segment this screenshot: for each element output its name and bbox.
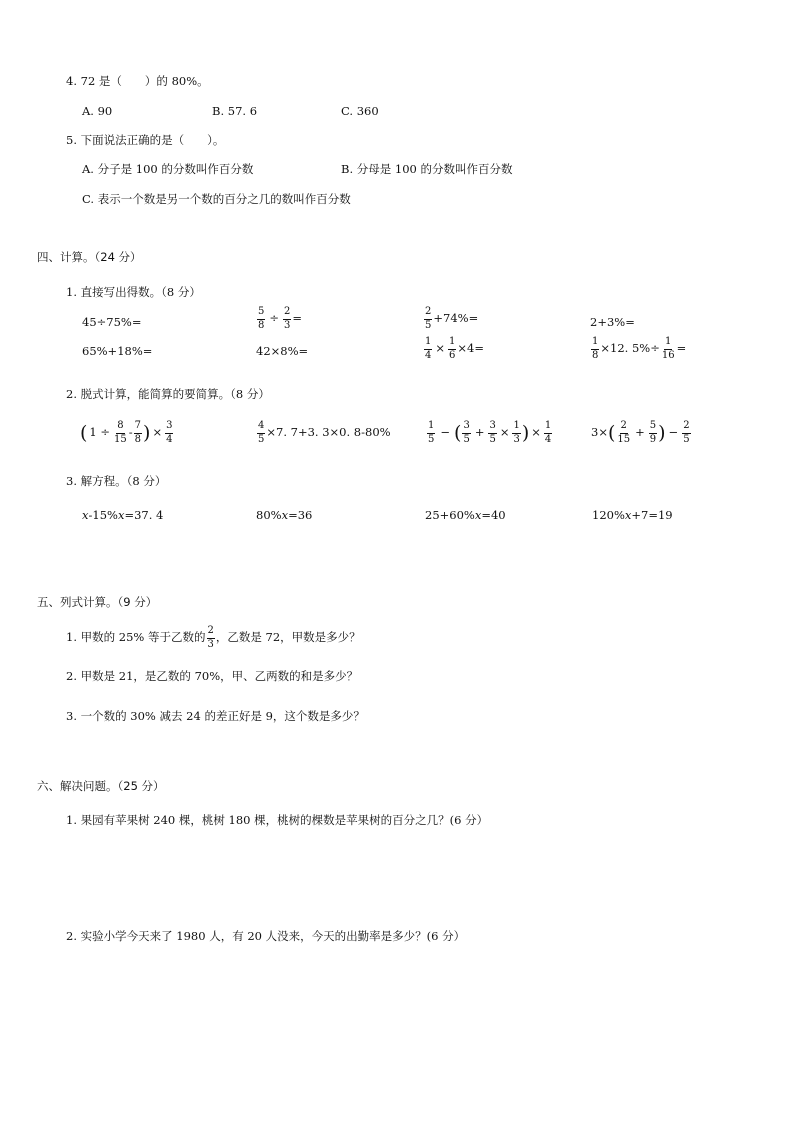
q5-option-b: B. 分母是 100 的分数叫作百分数: [341, 162, 513, 176]
q5-option-c: C. 表示一个数是另一个数的百分之几的数叫作百分数: [82, 192, 351, 206]
fraction: $\frac{2}{3}$: [207, 625, 214, 650]
section-5-title: 五、列式计算。（9 分）: [37, 595, 158, 609]
fraction: $\frac{8}{15}$: [114, 420, 127, 445]
q4-option-b: B. 57. 6: [212, 104, 258, 118]
q5-option-a: A. 分子是 100 的分数叫作百分数: [82, 162, 254, 176]
equation-3: 25+60%x=40: [425, 508, 506, 522]
calc-q3-title: 3. 解方程。（8 分）: [66, 474, 167, 488]
q4-option-c: C. 360: [341, 104, 379, 118]
fraction: $\frac{1}{4}$: [425, 336, 432, 361]
section-4-title: 四、计算。（24 分）: [37, 250, 142, 264]
fraction: $\frac{3}{5}$: [463, 420, 470, 445]
calc-q1-r1c2: $\frac{5}{8}$ ÷ $\frac{2}{3}$ =: [258, 306, 303, 331]
equation-4: 120%x+7=19: [592, 508, 673, 522]
question-5-stem: 5. 下面说法正确的是（ ）。: [66, 133, 225, 147]
fraction: $\frac{1}{16}$: [661, 336, 675, 361]
problem-1: 1. 果园有苹果树 240 棵，桃树 180 棵，桃树的棵数是苹果树的百分之几？(6 分）: [66, 813, 489, 827]
fraction: $\frac{1}{6}$: [449, 336, 456, 361]
list-calc-q2: 2. 甲数是 21，是乙数的 70%，甲、乙两数的和是多少？: [66, 669, 359, 683]
fraction: $\frac{1}{4}$: [544, 420, 552, 445]
calc-q1-r1c4: 2+3%=: [590, 315, 635, 329]
calc-q1-r1c3: $\frac{2}{5}$ +74%=: [425, 306, 479, 331]
calc-q1-r2c1: 65%+18%=: [82, 344, 153, 358]
calc-q2-title: 2. 脱式计算，能简算的要简算。（8 分）: [66, 387, 270, 401]
equation-1: x-15%x=37. 4: [82, 508, 164, 522]
fraction: $\frac{5}{9}$: [649, 420, 657, 445]
fraction: $\frac{3}{5}$: [489, 420, 496, 445]
fraction: $\frac{3}{4}$: [166, 420, 173, 445]
calc-q2-expr-4: 3× ( $\frac{2}{15}$ + $\frac{5}{9}$ ) − $\frac{2}{5}$: [591, 420, 690, 445]
fraction: $\frac{4}{5}$: [258, 420, 265, 445]
fraction: $\frac{2}{15}$: [617, 420, 631, 445]
fraction: $\frac{1}{3}$: [513, 420, 520, 445]
calc-q2-expr-2: $\frac{4}{5}$ ×7. 7+3. 3×0. 8-80%: [258, 420, 391, 445]
list-calc-q1: 1. 甲数的 25% 等于乙数的 $\frac{2}{3}$ ，乙数是 72，甲数是多少？: [66, 625, 361, 650]
list-calc-q3: 3. 一个数的 30% 减去 24 的差正好是 9，这个数是多少？: [66, 709, 365, 723]
calc-q1-r2c3: $\frac{1}{4}$ × $\frac{1}{6}$ ×4=: [425, 336, 484, 361]
calc-q1-r2c4: $\frac{1}{8}$ ×12. 5%÷ $\frac{1}{16}$ =: [592, 336, 687, 361]
q4-option-a: A. 90: [82, 104, 113, 118]
calc-q1-r1c1: 45÷75%=: [82, 315, 142, 329]
calc-q2-expr-3: $\frac{1}{5}$ − ( $\frac{3}{5}$ + $\frac{3}{5}$ × $\frac{1}{3}$ ) × $\frac{1}{4}$: [428, 420, 552, 445]
section-6-title: 六、解决问题。（25 分）: [37, 779, 165, 793]
fraction: $\frac{1}{8}$: [592, 336, 599, 361]
calc-q1-r2c2: 42×8%=: [256, 344, 309, 358]
fraction: $\frac{5}{8}$: [258, 306, 265, 331]
fraction: $\frac{2}{5}$: [683, 420, 690, 445]
equation-2: 80%x=36: [256, 508, 313, 522]
calc-q2-expr-1: ( 1 ÷ $\frac{8}{15}$ - $\frac{7}{8}$ ) × $\frac{3}{4}$: [80, 420, 173, 445]
question-4-stem: 4. 72 是（ ）的 80%。: [66, 74, 209, 88]
fraction: $\frac{2}{3}$: [284, 306, 291, 331]
fraction: $\frac{2}{5}$: [425, 306, 432, 331]
fraction: $\frac{7}{8}$: [134, 420, 142, 445]
fraction: $\frac{1}{5}$: [428, 420, 435, 445]
problem-2: 2. 实验小学今天来了 1980 人，有 20 人没来，今天的出勤率是多少？(6 分）: [66, 929, 466, 943]
calc-q1-title: 1. 直接写出得数。（8 分）: [66, 285, 201, 299]
